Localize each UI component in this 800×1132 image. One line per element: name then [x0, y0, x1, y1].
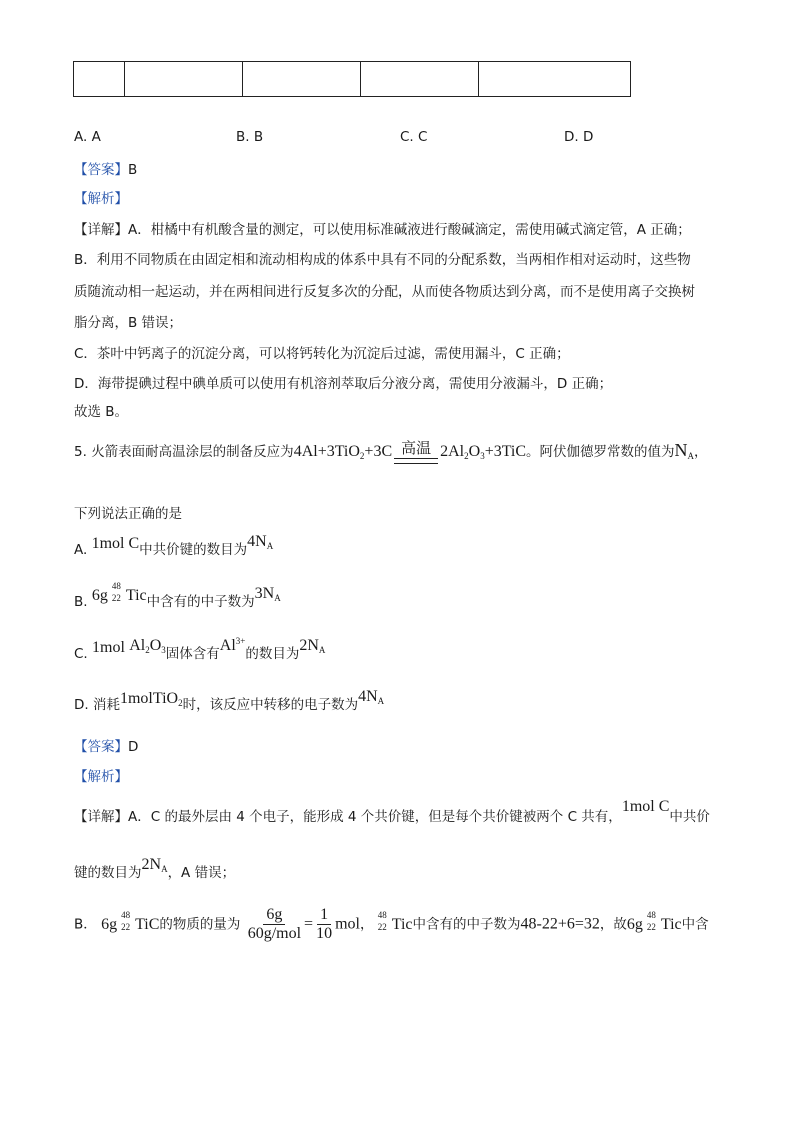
reaction-condition: 高温 — [394, 442, 438, 464]
fraction-mass-ratio: $\frac{6g}{\text{60g/mol}}$ — [247, 906, 302, 942]
detail-tag: 【详解】 — [74, 809, 128, 825]
option-c: C. C — [400, 129, 428, 145]
reaction-equation: 4Al+3TiO$_2$+3C 高温 $2Al_2O_3+3TiC$ — [294, 443, 526, 460]
table-cell — [125, 62, 243, 96]
q4-detail-line-2: B．利用不同物质在由固定相和流动相构成的体系中具有不同的分配系数，当两相作相对运动时，这些物 — [74, 252, 691, 268]
q5-answer — [74, 735, 138, 755]
q4-detail-line-6: D．海带提碘过程中碘单质可以使用有机溶剂萃取后分液分离，需使用分液漏斗，D 正确； — [74, 376, 613, 392]
option-b: B. B — [236, 129, 264, 145]
isotope-notation: 48 22 — [121, 909, 131, 932]
answer-value: D — [128, 739, 139, 755]
avogadro-symbol: $N_A$ — [674, 440, 695, 461]
answer-value: B — [128, 162, 138, 178]
q4-analysis-tag: 【解析】 — [74, 191, 128, 207]
option-a: A. A — [74, 129, 101, 145]
q5-stem: 5. 火箭表面耐高温涂层的制备反应为4Al+3TiO$_2$+3C 高温 $2Al_2O_3+3TiC$。阿伏伽德罗常数的值为$N_A$， — [74, 440, 708, 464]
q4-answer — [74, 158, 137, 178]
answer-tag: 【答案】 — [74, 162, 128, 178]
q5-detail-a-line-2: 键的数目为$2N_A$，A 错误； — [74, 856, 236, 881]
q4-detail-line-1: 【详解】A．柑橘中有机酸含量的测定，可以使用标准碱液进行酸碱滴定，需使用碱式滴定管，A 正确； — [74, 222, 691, 238]
q4-detail-line-3: 质随流动相一起运动，并在两相间进行反复多次的分配，从而使各物质达到分离，而不是使用离子交换树 — [74, 284, 695, 300]
answer-tag: 【答案】 — [74, 739, 128, 755]
q4-detail-line-7: 故选 B。 — [74, 404, 129, 420]
detail-tag: 【详解】 — [74, 222, 128, 238]
q5-stem-line-2: 下列说法正确的是 — [74, 506, 182, 522]
isotope-notation: 48 22 — [111, 581, 121, 603]
q5-option-a: A. 1mol C中共价键的数目为$4N_A$ — [74, 533, 274, 558]
q5-option-d: D. 消耗1molTiO$_2$时，该反应中转移的电子数为$4N_A$ — [74, 688, 385, 713]
table-cell — [479, 62, 630, 96]
option-d: D. D — [564, 129, 594, 145]
q5-option-b: B. 6g 48 22 Tic中含有的中子数为$3N_A$ — [74, 581, 281, 610]
table-cell — [361, 62, 479, 96]
table-cell — [74, 62, 125, 96]
table-cell — [243, 62, 361, 96]
q4-detail-line-5: C．茶叶中钙离子的沉淀分离，可以将钙转化为沉淀后过滤，需使用漏斗，C 正确； — [74, 346, 570, 362]
q5-analysis-tag: 【解析】 — [74, 769, 128, 785]
q5-detail-b: B． 6g 48 22 TiC的物质的量为 $\frac{6g}{\text{60g/mol}}$ = $\frac{1}{10}$ mol， 48 22 Tic中含有的中子数为48-22+6=32，故6g 48 22 Tic中含 — [74, 906, 709, 942]
fraction-result: $\frac{1}{10}$ — [316, 906, 333, 942]
question-number: 5. — [74, 444, 87, 460]
q4-detail-line-4: 脂分离，B 错误； — [74, 315, 183, 331]
q5-detail-a-line-1: 【详解】A．C 的最外层由 4 个电子，能形成 4 个共价键，但是每个共价键被两个 C 共有，1mol C中共价 — [74, 798, 710, 825]
options-table — [73, 61, 631, 97]
q5-option-c: C. 1mol $Al_2O_3$固体含有$Al^{3+}$的数目为$2N_A$ — [74, 636, 326, 662]
